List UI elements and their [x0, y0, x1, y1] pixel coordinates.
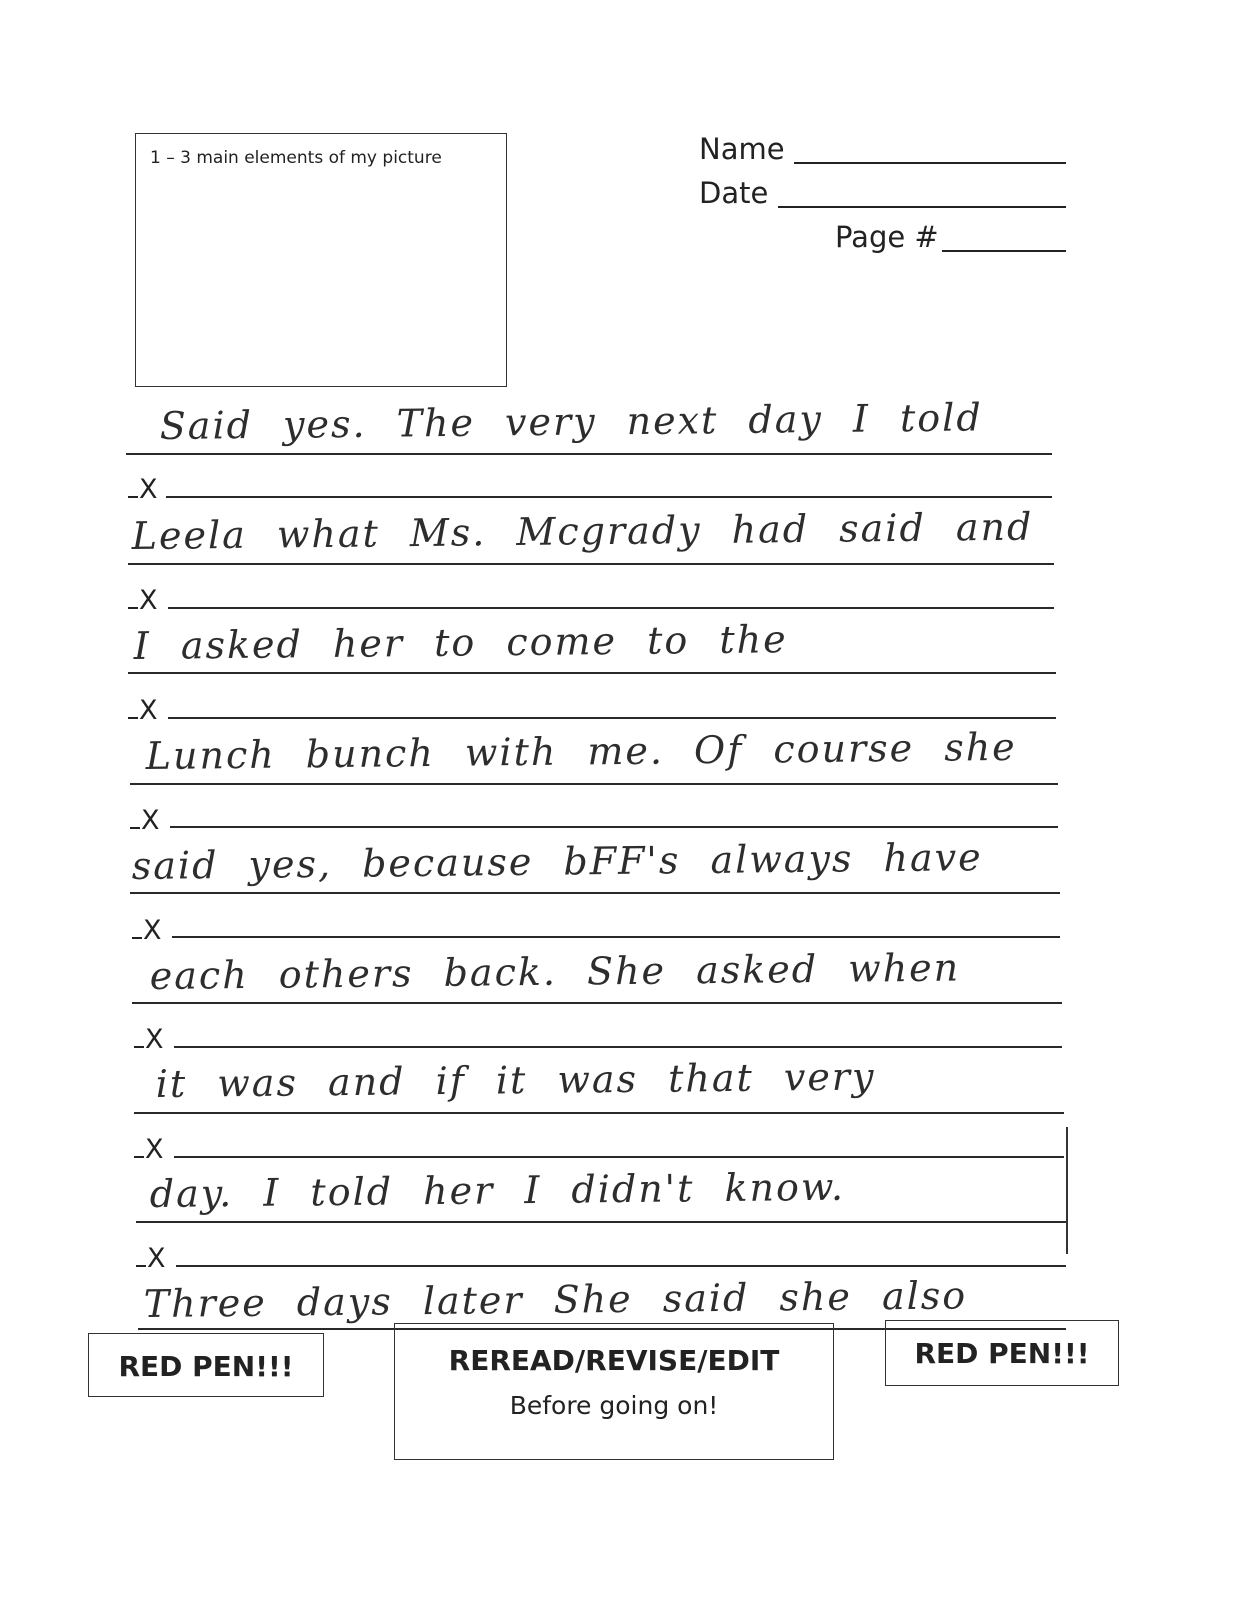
handwritten-line-7: it was and if it was that very	[155, 1054, 876, 1106]
writing-rule-4	[130, 783, 1058, 785]
line-marker-1: X	[128, 476, 158, 503]
red-pen-right-label: RED PEN!!!	[914, 1337, 1090, 1370]
skip-rule-1	[166, 496, 1052, 498]
skip-rule-7	[174, 1156, 1064, 1158]
red-pen-box-right	[885, 1320, 1119, 1386]
handwritten-line-4: Lunch bunch with me. Of course she	[145, 724, 1017, 778]
writing-rule-7	[134, 1112, 1064, 1114]
line-marker-3: X	[128, 697, 158, 724]
skip-rule-5	[172, 936, 1060, 938]
line-marker-6: X	[134, 1026, 164, 1053]
writing-rule-8	[136, 1221, 1066, 1223]
handwritten-line-9: Three days later She said she also	[143, 1273, 968, 1326]
handwritten-line-5: said yes, because bFF's always have	[131, 835, 983, 888]
handwritten-line-1: Said yes. The very next day I told	[159, 395, 983, 448]
line-marker-4: X	[130, 807, 160, 834]
writing-rule-3	[128, 672, 1056, 674]
reread-revise-edit-title: REREAD/REVISE/EDIT	[448, 1344, 780, 1377]
handwritten-line-3: I asked her to come to the	[133, 617, 788, 668]
picture-box-label: 1 – 3 main elements of my picture	[150, 148, 442, 168]
writing-rule-1	[126, 453, 1052, 455]
before-going-on-text: Before going on!	[509, 1391, 719, 1420]
line-marker-8: X	[136, 1245, 166, 1272]
red-pen-left-label: RED PEN!!!	[118, 1350, 294, 1383]
margin-pen-stroke	[1066, 1127, 1068, 1254]
writing-rule-5	[130, 892, 1060, 894]
handwritten-line-8: day. I told her I didn't know.	[149, 1164, 846, 1216]
writing-rule-2	[128, 563, 1054, 565]
skip-rule-8	[176, 1265, 1066, 1267]
name-label: Name	[699, 132, 785, 166]
page-number-label: Page #	[835, 220, 939, 254]
date-label: Date	[699, 176, 769, 210]
skip-rule-2	[168, 607, 1054, 609]
reread-revise-edit-box	[394, 1323, 834, 1460]
writing-rule-6	[132, 1002, 1062, 1004]
line-marker-2: X	[128, 587, 158, 614]
skip-rule-6	[174, 1046, 1062, 1048]
skip-rule-4	[170, 826, 1058, 828]
line-marker-5: X	[132, 917, 162, 944]
handwritten-line-6: each others back. She asked when	[149, 945, 961, 998]
skip-rule-3	[168, 717, 1056, 719]
line-marker-7: X	[134, 1136, 164, 1163]
red-pen-box-left	[88, 1333, 324, 1397]
handwritten-line-2: Leela what Ms. Mcgrady had said and	[131, 504, 1034, 558]
